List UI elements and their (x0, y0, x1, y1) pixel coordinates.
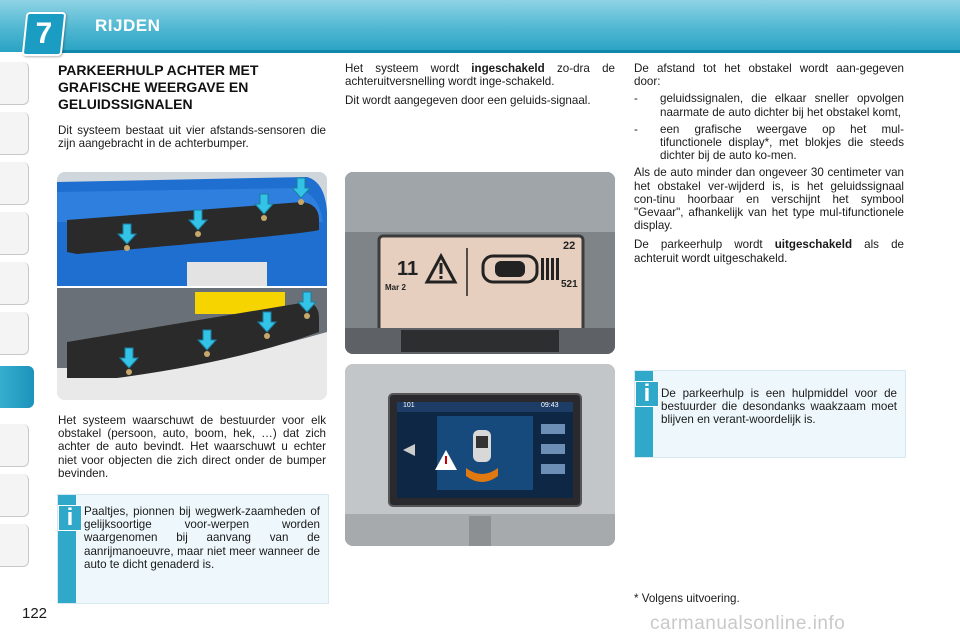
danger-paragraph: Als de auto minder dan ongeveer 30 centimeter van het obstakel ver-wijderd is, is het geluidssignaal con-tinu hoorbaar en verschijnt het symbool "Gevaar", afhankelijk van het type mul-tifunctionele display. (634, 166, 904, 233)
distance-indicators-list (634, 92, 904, 162)
display1-date: Mar 2 (385, 283, 406, 292)
display2-clock: 09:43 (541, 402, 559, 409)
side-tab-2[interactable] (0, 112, 29, 155)
middle-text (345, 62, 615, 114)
side-tab-5[interactable] (0, 262, 29, 305)
info-icon: i (635, 381, 659, 407)
warning-paragraph: Het systeem waarschuwt de bestuurder voor elk obstakel (persoon, auto, boom, hek, …) dat zich achter de auto bevindt. Het waarschuwt u echter niet voor objecten die zich direct onder de bumper bevinden. (58, 414, 326, 480)
side-tab-3[interactable] (0, 162, 29, 205)
display1-code: 521 (561, 279, 578, 290)
side-tab-8[interactable] (0, 424, 29, 467)
side-tab-6[interactable] (0, 312, 29, 355)
car-top-view-icon-2 (473, 430, 491, 462)
display1-temperature: 22 (563, 240, 576, 252)
header-underline (60, 50, 960, 53)
watermark: carmanualsonline.info (650, 613, 846, 634)
list-item: - een grafische weergave op het mul-tifunctionele display*, met blokjes die steeds dichter bij de auto ko-men. (634, 123, 904, 163)
side-tab-1[interactable] (0, 62, 29, 105)
dashboard-display-photo-1 (345, 172, 615, 354)
page-number: 122 (22, 605, 48, 622)
side-tab-4[interactable] (0, 212, 29, 255)
side-tab-10[interactable] (0, 524, 29, 567)
color-display-illustration (345, 364, 615, 546)
rear-bumper-illustration (57, 172, 327, 400)
signal-paragraph: Dit wordt aangegeven door een geluids-signaal. (345, 94, 591, 108)
chapter-title: RIJDEN (95, 16, 161, 35)
distance-intro: De afstand tot het obstakel wordt aan-gegeven door: (634, 62, 904, 89)
info-icon: i (58, 505, 82, 531)
info-note-right (634, 370, 906, 458)
display2-top-left: 101 (403, 402, 415, 409)
chapter-number: 7 (35, 17, 53, 50)
section-title: PARKEERHULP ACHTER MET GRAFISCHE WEERGAVE EN GELUIDSSIGNALEN (58, 62, 259, 112)
chapter-number-badge (22, 12, 67, 56)
footnote: * Volgens uitvoering. (634, 592, 740, 605)
side-tab-9[interactable] (0, 474, 29, 517)
rear-bumper-photo (57, 172, 327, 400)
dashboard-display-photo-2 (345, 364, 615, 546)
deactivation-paragraph: De parkeerhulp wordt uitgeschakeld als de achteruit wordt uitgeschakeld. (634, 238, 904, 265)
monochrome-display-illustration (345, 172, 615, 354)
note-left-text: Paaltjes, pionnen bij wegwerk-zaamheden of gelijksoortige voor-werpen worden waargenomen bij aanvang van de aanrijmanoeuvre, maar niet meer wanneer de auto te dicht genaderd is. (84, 505, 320, 571)
info-note-left (57, 494, 329, 604)
activation-paragraph: Het systeem wordt ingeschakeld zo-dra de achteruitversnelling wordt inge-schakeld. (345, 62, 615, 89)
side-tab-7-active[interactable] (0, 366, 34, 408)
right-text (634, 62, 904, 271)
list-item: - geluidssignalen, die elkaar sneller opvolgen naarmate de auto dichter bij het obstakel komt, (634, 92, 904, 118)
note-right-text: De parkeerhulp is een hulpmiddel voor de bestuurder die desondanks waakzaam moet blijven en verant-woordelijk is. (661, 387, 897, 427)
intro-paragraph: Dit systeem bestaat uit vier afstands-sensoren die zijn aangebracht in de achterbumper. (58, 124, 326, 151)
display1-left-number: 11 (397, 258, 419, 280)
